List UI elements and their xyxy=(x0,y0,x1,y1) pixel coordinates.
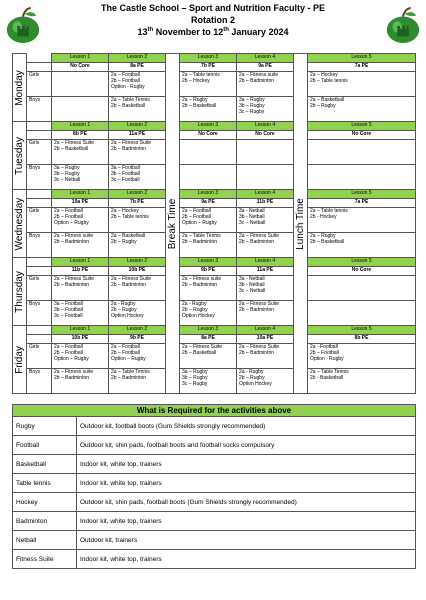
corner-cell xyxy=(27,190,52,199)
girls-row xyxy=(13,344,416,369)
class-cell: 9a PE xyxy=(180,199,237,208)
boys-activity-cell: 3a – Football 3b – Football 3c – Football xyxy=(109,165,166,190)
girls-activity-cell: 2a – Football 2b – Football Option – Rugby xyxy=(52,208,109,233)
boys-activity-cell xyxy=(308,165,416,190)
requirement-row xyxy=(13,512,416,531)
boys-row xyxy=(13,301,416,326)
day-label-monday xyxy=(13,54,27,122)
class-cell: 9a PE xyxy=(237,63,294,72)
lesson-header: Lesson 5 xyxy=(308,54,416,63)
girls-activity-cell: 2a – Table tennis 2b – Hockey xyxy=(180,72,237,97)
lesson-header: Lesson 5 xyxy=(308,258,416,267)
boys-activity-cell: 2a – Fitness suite 2b – Badminton xyxy=(52,233,109,258)
school-title: The Castle School – Sport and Nutrition Faculty - PE xyxy=(100,3,326,13)
boys-activity-cell: 2a - Rugby 2b – Rugby Option Hockey xyxy=(109,301,166,326)
lesson-header: Lesson 1 xyxy=(52,54,109,63)
boys-activity-cell: 2a – Fitness Suite 2b – Badminton xyxy=(237,301,294,326)
lesson-header: Lesson 1 xyxy=(52,122,109,131)
lesson-header: Lesson 4 xyxy=(237,122,294,131)
lesson-header-row xyxy=(13,122,416,131)
girls-activity-cell: 2a – Fitness Suite 2b – Badminton xyxy=(237,344,294,369)
class-row xyxy=(13,335,416,344)
boys-activity-cell xyxy=(180,165,237,190)
girls-activity-cell xyxy=(308,276,416,301)
lesson-header-row xyxy=(13,190,416,199)
class-cell: 8b PE xyxy=(308,335,416,344)
kit-required: Outdoor kit, football boots (Gum Shields strongly recommended) xyxy=(77,417,416,436)
corner-cell xyxy=(27,267,52,276)
boys-activity-cell: 3a – Football 3b – Football 3c – Football xyxy=(52,301,109,326)
girls-label: Girls xyxy=(27,344,52,369)
break-time-column xyxy=(166,54,180,394)
boys-activity-cell: 2a – Table Tennis 2b – Badminton xyxy=(180,233,237,258)
boys-activity-cell: 3a – Rugby 3b – Rugby 3c – Netball xyxy=(52,165,109,190)
girls-activity-cell xyxy=(52,72,109,97)
girls-activity-cell: 2a – Football 2b – Football Option – Rugby xyxy=(180,208,237,233)
class-cell: No Core xyxy=(308,131,416,140)
corner-cell xyxy=(27,54,52,63)
lesson-header: Lesson 2 xyxy=(109,258,166,267)
boys-row xyxy=(13,165,416,190)
boys-activity-cell: 2a – Rugby 2b – Basketball xyxy=(308,233,416,258)
class-cell: No Core xyxy=(52,63,109,72)
lesson-header: Lesson 5 xyxy=(308,122,416,131)
lesson-header: Lesson 3 xyxy=(180,54,237,63)
activity-name: Netball xyxy=(13,531,77,550)
girls-activity-cell: 2a – Fitness Suite 2b – Badminton xyxy=(109,140,166,165)
girls-row xyxy=(13,140,416,165)
class-cell: 10a PE xyxy=(237,335,294,344)
day-label-thursday xyxy=(13,258,27,326)
lesson-header: Lesson 5 xyxy=(308,190,416,199)
class-cell: 8a PE xyxy=(180,335,237,344)
lesson-header: Lesson 3 xyxy=(180,258,237,267)
boys-label: Boys xyxy=(27,233,52,258)
boys-label: Boys xyxy=(27,165,52,190)
activity-name: Badminton xyxy=(13,512,77,531)
class-cell: 7b PE xyxy=(109,199,166,208)
girls-activity-cell: 2a – Table tennis 2b - Hockey xyxy=(308,208,416,233)
corner-cell xyxy=(27,258,52,267)
day-label-tuesday xyxy=(13,122,27,190)
lesson-header: Lesson 1 xyxy=(52,190,109,199)
lesson-header-row xyxy=(13,326,416,335)
boys-activity-cell: 2a – Fitness suite 2b – Badminton xyxy=(52,369,109,394)
lesson-header: Lesson 4 xyxy=(237,190,294,199)
requirement-row xyxy=(13,531,416,550)
day-label-friday xyxy=(13,326,27,394)
class-cell: No Core xyxy=(180,131,237,140)
girls-activity-cell: 2a – Fitness suite 2b – Badminton xyxy=(237,72,294,97)
lesson-header: Lesson 2 xyxy=(109,54,166,63)
class-row xyxy=(13,267,416,276)
girls-label: Girls xyxy=(27,208,52,233)
day-name: Friday xyxy=(13,345,25,374)
lesson-header: Lesson 4 xyxy=(237,326,294,335)
girls-row xyxy=(13,208,416,233)
class-cell: 11a PE xyxy=(109,131,166,140)
lesson-header: Lesson 2 xyxy=(109,122,166,131)
girls-activity-cell: 2a – Hockey 2b – Table tennis xyxy=(109,208,166,233)
corner-cell xyxy=(27,131,52,140)
boys-activity-cell: 2a – Fitness Suite 2b – Badminton xyxy=(237,233,294,258)
class-cell: 10a PE xyxy=(52,199,109,208)
girls-label: Girls xyxy=(27,140,52,165)
corner-cell xyxy=(27,63,52,72)
day-name: Monday xyxy=(13,69,25,106)
rotation-title: Rotation 2 xyxy=(191,15,235,25)
girls-activity-cell: 3a - Netball 3b - Netball 3c – Netball xyxy=(237,208,294,233)
girls-row xyxy=(13,72,416,97)
corner-cell xyxy=(27,335,52,344)
lesson-header: Lesson 5 xyxy=(308,326,416,335)
class-cell: 8b PE xyxy=(52,131,109,140)
girls-activity-cell xyxy=(237,140,294,165)
requirement-row xyxy=(13,474,416,493)
class-cell: 8a PE xyxy=(109,63,166,72)
break-time-label: Break Time xyxy=(166,198,178,249)
kit-required: Indoor kit, white top, trainers xyxy=(77,512,416,531)
class-row xyxy=(13,131,416,140)
girls-label: Girls xyxy=(27,276,52,301)
class-cell: No Core xyxy=(237,131,294,140)
class-cell: No Core xyxy=(308,267,416,276)
girls-activity-cell: 2a – Fitness Suite 2b – Basketball xyxy=(180,344,237,369)
boys-activity-cell: 2a - Rugby 2b – Rugby Option Hockey xyxy=(237,369,294,394)
boys-activity-cell: 2a – Table Tennis 2b - Basketball xyxy=(308,369,416,394)
kit-required: Indoor kit, white top, trainers xyxy=(77,550,416,569)
boys-row xyxy=(13,369,416,394)
girls-row xyxy=(13,276,416,301)
castle-apple-logo-icon xyxy=(384,5,422,45)
activity-name: Hockey xyxy=(13,493,77,512)
corner-cell xyxy=(27,326,52,335)
class-cell: 10b PE xyxy=(52,335,109,344)
boys-label: Boys xyxy=(27,369,52,394)
day-name: Thursday xyxy=(13,270,25,313)
boys-activity-cell: 2a – Basketball 2b – Rugby xyxy=(308,97,416,122)
boys-activity-cell: 2a – Table Tennis 2b – Basketball xyxy=(109,97,166,122)
date-range: 13th November to 12th January 2024 xyxy=(137,27,289,37)
lunch-time-label: Lunch Time xyxy=(294,197,306,250)
timetable xyxy=(12,53,416,394)
requirements-title: What is Required for the activities above xyxy=(13,405,416,417)
page-header xyxy=(0,0,426,52)
boys-activity-cell xyxy=(52,97,109,122)
day-label-wednesday xyxy=(13,190,27,258)
day-name: Tuesday xyxy=(13,136,25,175)
lunch-time-column xyxy=(294,54,308,394)
kit-required: Indoor kit, white top, trainers xyxy=(77,455,416,474)
boys-activity-cell xyxy=(308,301,416,326)
boys-row xyxy=(13,97,416,122)
boys-activity-cell: 2a – Basketball 2b – Rugby xyxy=(109,233,166,258)
girls-activity-cell: 2a - Football 2b – Football Option - Rugby xyxy=(308,344,416,369)
class-cell: 11a PE xyxy=(237,267,294,276)
class-cell: 7a PE xyxy=(308,199,416,208)
girls-activity-cell xyxy=(180,140,237,165)
boys-activity-cell: 3a – Rugby 3b – Rugby 3c – Rugby xyxy=(180,369,237,394)
lesson-header: Lesson 4 xyxy=(237,54,294,63)
class-cell: 11b PE xyxy=(52,267,109,276)
class-cell: 11b PE xyxy=(237,199,294,208)
kit-required: Outdoor kit, shin pads, football boots and football socks compulsory xyxy=(77,436,416,455)
class-cell: 7b PE xyxy=(180,63,237,72)
class-cell: 10b PE xyxy=(109,267,166,276)
corner-cell xyxy=(27,122,52,131)
kit-required: Outdoor kit, shin pads, football boots (Gum Shields strongly recommended) xyxy=(77,493,416,512)
girls-activity-cell: 2a – Fitness Suite 2b – Badminton xyxy=(109,276,166,301)
boys-activity-cell: 2a – Rugby 2b – Basketball xyxy=(180,97,237,122)
girls-label: Girls xyxy=(27,72,52,97)
class-cell: 9b PE xyxy=(109,335,166,344)
lesson-header: Lesson 1 xyxy=(52,258,109,267)
girls-activity-cell xyxy=(308,140,416,165)
boys-activity-cell: 2a - Rugby 2b – Rugby Option Hockey xyxy=(180,301,237,326)
boys-label: Boys xyxy=(27,97,52,122)
activity-name: Fitness Suite xyxy=(13,550,77,569)
boys-row xyxy=(13,233,416,258)
girls-activity-cell: 2a – Football 2b – Football Option – Rugby xyxy=(109,344,166,369)
activity-name: Rugby xyxy=(13,417,77,436)
requirement-row xyxy=(13,436,416,455)
requirements-table xyxy=(12,404,416,569)
kit-required: Outdoor kit, trainers xyxy=(77,531,416,550)
girls-activity-cell: 3a - Netball 3b - Netball 3c – Netball xyxy=(237,276,294,301)
requirement-row xyxy=(13,455,416,474)
boys-label: Boys xyxy=(27,301,52,326)
lesson-header: Lesson 3 xyxy=(180,122,237,131)
kit-required: Indoor kit, white top, trainers xyxy=(77,474,416,493)
boys-activity-cell xyxy=(237,165,294,190)
class-cell: 9b PE xyxy=(180,267,237,276)
lesson-header: Lesson 1 xyxy=(52,326,109,335)
activity-name: Football xyxy=(13,436,77,455)
girls-activity-cell: 2a – Fitness Suite 2b – Badminton xyxy=(52,276,109,301)
day-name: Wednesday xyxy=(13,197,25,250)
girls-activity-cell: 2a – Fitness suite 2b – Badminton xyxy=(180,276,237,301)
girls-activity-cell: 2a – Hockey 2b – Table tennis xyxy=(308,72,416,97)
girls-activity-cell: 2a – Fitness Suite 2b – Basketball xyxy=(52,140,109,165)
class-row xyxy=(13,63,416,72)
requirement-row xyxy=(13,417,416,436)
corner-cell xyxy=(27,199,52,208)
activity-name: Basketball xyxy=(13,455,77,474)
lesson-header: Lesson 3 xyxy=(180,326,237,335)
lesson-header-row xyxy=(13,258,416,267)
boys-activity-cell: 2a – Table Tennis 2b – Badminton xyxy=(109,369,166,394)
girls-activity-cell: 2a – Football 2b – Football Option - Rugby xyxy=(109,72,166,97)
girls-activity-cell: 2a – Football 2b – Football Option – Rugby xyxy=(52,344,109,369)
lesson-header: Lesson 4 xyxy=(237,258,294,267)
requirement-row xyxy=(13,493,416,512)
boys-activity-cell: 3a – Rugby 3b – Rugby 3c – Rugby xyxy=(237,97,294,122)
requirement-row xyxy=(13,550,416,569)
class-cell: 7a PE xyxy=(308,63,416,72)
lesson-header: Lesson 3 xyxy=(180,190,237,199)
class-row xyxy=(13,199,416,208)
lesson-header: Lesson 2 xyxy=(109,326,166,335)
activity-name: Table tennis xyxy=(13,474,77,493)
lesson-header: Lesson 2 xyxy=(109,190,166,199)
lesson-header-row xyxy=(13,54,416,63)
